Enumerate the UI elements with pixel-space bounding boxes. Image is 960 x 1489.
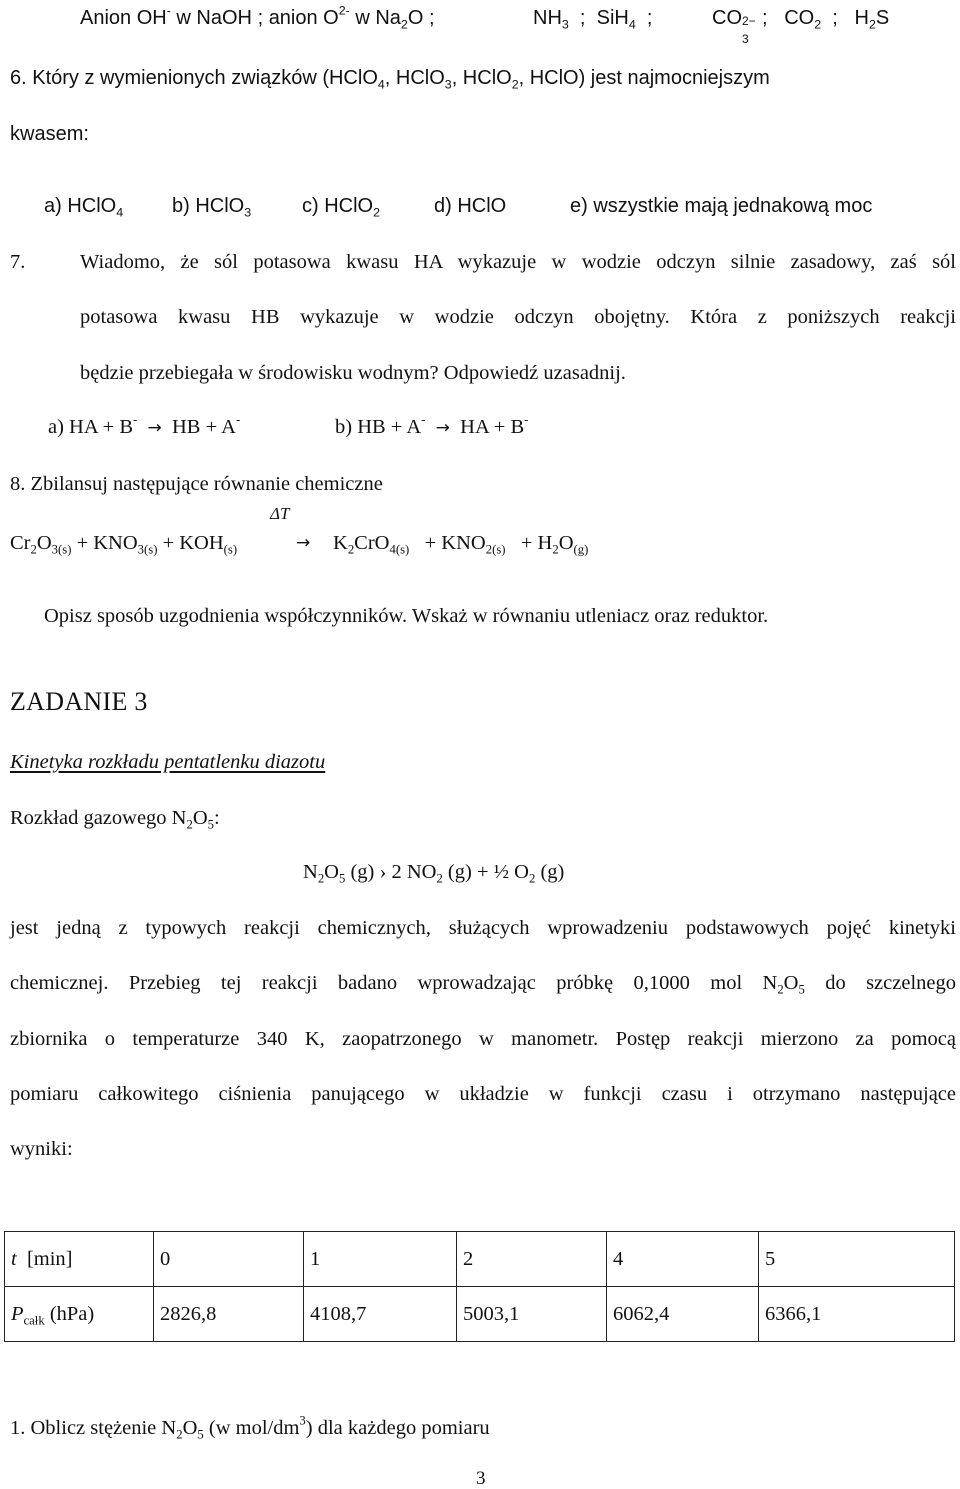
- text: 1. Oblicz stężenie N: [10, 1417, 177, 1439]
- sub: 4: [377, 77, 385, 92]
- table-cell: 2: [457, 1232, 607, 1287]
- table-cell: 0: [154, 1232, 304, 1287]
- sub: 2: [511, 77, 519, 92]
- sub: 3: [244, 205, 252, 220]
- arrow-icon: →: [147, 418, 162, 438]
- sub: (g): [573, 542, 589, 557]
- text: (g): [535, 861, 565, 883]
- table-cell: 4108,7: [304, 1287, 457, 1342]
- table-header-time: [5, 1232, 154, 1287]
- charge-minus: -: [166, 3, 171, 18]
- q7-line3: będzie przebiegała w środowisku wodnym? Odpowiedź uzasadnij.: [80, 362, 626, 384]
- text: O: [182, 1417, 198, 1439]
- text: b) HB + A: [335, 416, 422, 438]
- text: O: [192, 807, 208, 829]
- text: (w mol/dm: [203, 1417, 300, 1439]
- text: (hPa): [44, 1302, 95, 1325]
- option-b: b) HClO: [172, 195, 245, 217]
- section-heading: ZADANIE 3: [10, 687, 148, 716]
- sub: 2(s): [485, 542, 506, 557]
- q6-options: [44, 195, 124, 220]
- anion-o: anion O: [268, 7, 339, 29]
- text: P: [11, 1302, 24, 1325]
- sub: 2: [552, 542, 559, 557]
- text: CrO: [354, 532, 390, 554]
- text: , HClO) jest najmocniejszym: [518, 67, 770, 89]
- table-cell: 4: [607, 1232, 759, 1287]
- text: HA + B: [460, 416, 525, 438]
- charge-minus: -: [524, 412, 529, 427]
- option-c-wrap: [302, 195, 381, 220]
- charge-2minus: 2-: [338, 3, 350, 18]
- sub: 2: [186, 817, 193, 832]
- charge-minus: -: [235, 412, 241, 427]
- table-cell: 5003,1: [457, 1287, 607, 1342]
- q8-line1: 8. Zbilansuj następujące równanie chemiczne: [10, 473, 383, 495]
- text: (g) › 2 NO: [345, 861, 437, 883]
- text: + KNO: [424, 532, 486, 554]
- pressure-table: [4, 1231, 955, 1342]
- separator: ;: [646, 7, 653, 29]
- q8-description: Opisz sposób uzgodnienia współczynników. Wskaż w równaniu utleniacz oraz reduktor.: [44, 605, 769, 627]
- option-a: a) HClO: [44, 195, 117, 217]
- sub: 2: [30, 542, 37, 557]
- table-cell: 2826,8: [154, 1287, 304, 1342]
- text: O: [558, 532, 574, 554]
- text: (g) + ½ O: [442, 861, 529, 883]
- sih4: SiH: [596, 7, 629, 29]
- table-row: [5, 1287, 955, 1342]
- sub: 2: [528, 871, 536, 886]
- q7-line1: Wiadomo, że sól potasowa kwasu HA wykazuje w wodzie odczyn silnie zasadowy, zaś sól: [80, 251, 956, 273]
- text: O: [783, 972, 799, 994]
- text: a) HA + B: [48, 416, 134, 438]
- sub: 5: [197, 1427, 204, 1442]
- text: N: [303, 861, 318, 883]
- text: :: [214, 807, 220, 829]
- q7-number: 7.: [10, 251, 26, 273]
- sup: 3: [299, 1413, 306, 1428]
- option-b-wrap: [172, 195, 252, 220]
- sub: 3(s): [51, 542, 72, 557]
- text: + H: [520, 532, 553, 554]
- table-cell: 1: [304, 1232, 457, 1287]
- co3-formula: [712, 7, 760, 46]
- w-na2o: w Na: [355, 7, 401, 29]
- charge-minus: -: [421, 412, 426, 427]
- sub: 2: [814, 17, 822, 32]
- text: chemicznej. Przebieg tej reakcji badano wprowadzając próbkę 0,1000 mol N: [10, 972, 778, 994]
- table-row: [5, 1232, 955, 1287]
- co2-h2s: [762, 7, 890, 32]
- anion-line: [80, 3, 435, 32]
- q6-line1: [10, 67, 770, 92]
- sub: (s): [223, 542, 238, 557]
- text: [min]: [16, 1247, 73, 1270]
- text: CO: [712, 7, 742, 29]
- text: , HClO: [451, 67, 512, 89]
- nh3: NH: [533, 7, 562, 29]
- arrow-icon: →: [435, 418, 450, 438]
- separator: ;: [832, 7, 838, 29]
- charge-minus: -: [133, 412, 138, 427]
- anion-oh: Anion OH: [80, 7, 167, 29]
- q7-line2: potasowa kwasu HB wykazuje w wodzie odczyn obojętny. Która z poniższych reakcji: [80, 306, 956, 328]
- anion-line-right: [533, 7, 658, 32]
- separator: ;: [257, 7, 264, 29]
- option-e-wrap: [570, 196, 872, 216]
- q8-equation: [10, 532, 238, 557]
- sub: 3: [742, 32, 749, 46]
- w-naoh: w NaOH: [176, 7, 252, 29]
- text: CO: [784, 7, 815, 29]
- text: Cr: [10, 532, 31, 554]
- sub: 2: [436, 871, 443, 886]
- table-cell: 5: [759, 1232, 955, 1287]
- sub: 2: [777, 982, 784, 997]
- sub: całk: [23, 1312, 45, 1327]
- sub: 5: [798, 982, 805, 997]
- sub: 5: [338, 871, 346, 886]
- separator: ;: [579, 7, 586, 29]
- sub: 2: [347, 542, 355, 557]
- sub: 3(s): [137, 542, 158, 557]
- task-1: [10, 1413, 490, 1442]
- section-subtitle: Kinetyka rozkładu pentatlenku diazotu: [10, 751, 326, 773]
- text: , HClO: [384, 67, 445, 89]
- text: O: [324, 861, 339, 883]
- delta-t-label: ΔT: [270, 504, 290, 523]
- sub: 2: [317, 871, 325, 886]
- sub: 3: [561, 17, 569, 32]
- intro-line: [10, 807, 220, 832]
- text: do szczelnego: [804, 972, 956, 994]
- text: + KNO: [76, 532, 138, 554]
- text: S: [875, 7, 890, 29]
- text: O: [36, 532, 52, 554]
- sub: 2: [176, 1427, 183, 1442]
- separator: ;: [428, 7, 435, 29]
- paragraph-line-4: pomiaru całkowitego ciśnienia panującego w układzie w funkcji czasu i otrzymano następujące: [10, 1083, 956, 1105]
- sub: 2: [868, 17, 876, 32]
- text: HB + A: [172, 416, 236, 438]
- text: + KOH: [162, 532, 224, 554]
- decomposition-equation: [303, 861, 565, 886]
- q7-option-a: [48, 412, 241, 438]
- sub: 2: [373, 205, 381, 220]
- text: K: [333, 532, 348, 554]
- charge: 2−: [742, 14, 756, 28]
- table-cell: 6366,1: [759, 1287, 955, 1342]
- q6-line2: kwasem:: [10, 123, 89, 145]
- sub: 2: [400, 17, 408, 32]
- q7-option-b: [335, 412, 529, 438]
- table-header-pressure: [5, 1287, 154, 1342]
- sub: 4: [116, 205, 124, 220]
- paragraph-line-3: zbiornika o temperaturze 340 K, zaopatrzonego w manometr. Postęp reakcji mierzono za pomocą: [10, 1028, 956, 1050]
- text: Rozkład gazowego N: [10, 807, 187, 829]
- sub: 4: [628, 17, 636, 32]
- table-cell: 6062,4: [607, 1287, 759, 1342]
- option-d-wrap: [434, 196, 506, 216]
- text: t: [11, 1247, 17, 1270]
- option-d: d) HClO: [434, 195, 507, 217]
- paragraph-line-1: jest jedną z typowych reakcji chemicznych, służących wprowadzeniu podstawowych pojęć kinetyki: [10, 917, 956, 939]
- text: 6. Który z wymienionych związków (HClO: [10, 67, 378, 89]
- reaction-arrow-icon: →: [296, 533, 311, 553]
- paragraph-line-2: [10, 972, 956, 997]
- sub: 4(s): [389, 542, 410, 557]
- option-c: c) HClO: [302, 195, 374, 217]
- separator: ;: [762, 7, 768, 29]
- sub: 5: [207, 817, 215, 832]
- q8-products: [333, 532, 589, 557]
- sub: 3: [444, 77, 452, 92]
- text: H: [854, 7, 869, 29]
- paragraph-line-5: wyniki:: [10, 1138, 73, 1160]
- text: O: [407, 7, 424, 29]
- text: ) dla każdego pomiaru: [305, 1417, 490, 1439]
- option-e: e) wszystkie mają jednakową moc: [570, 195, 873, 217]
- page-number: 3: [476, 1468, 486, 1489]
